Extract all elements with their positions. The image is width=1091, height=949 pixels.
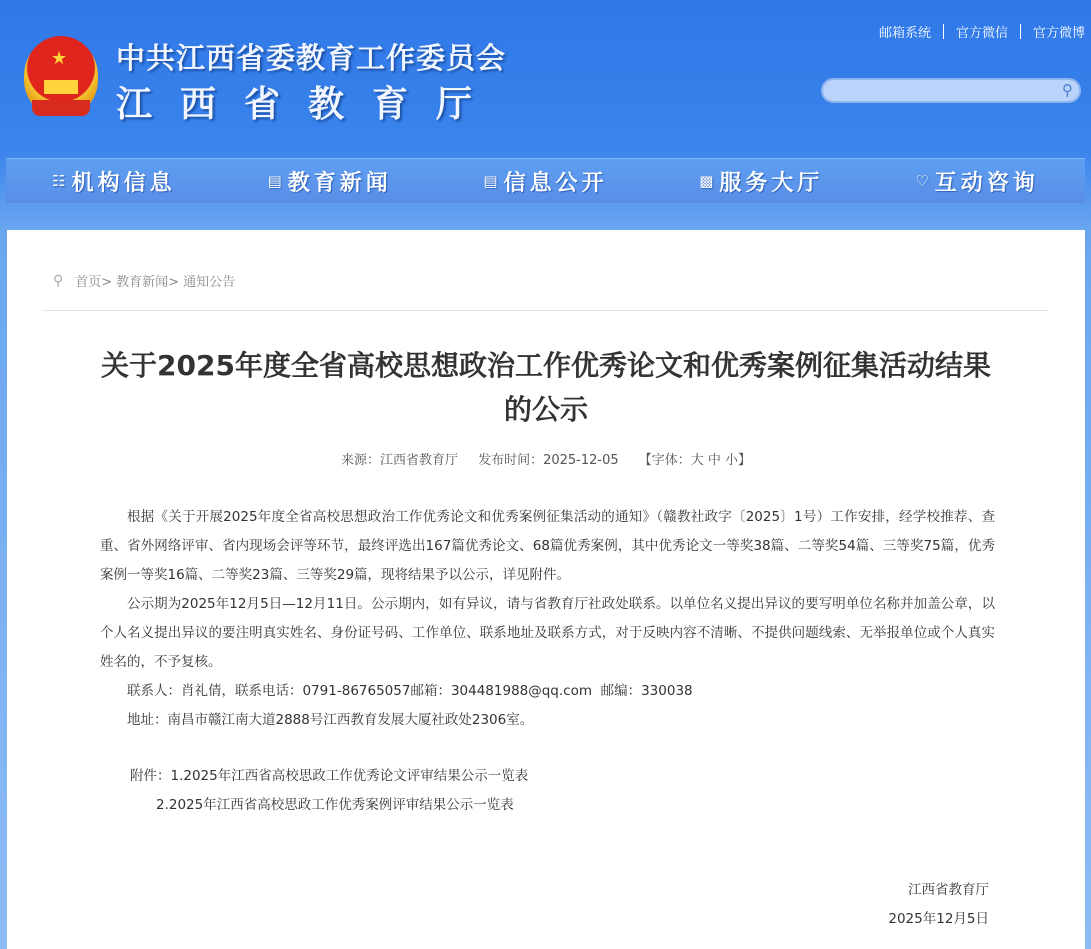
document-icon: ▤ <box>267 172 282 190</box>
signature-date: 2025年12月5日 <box>888 911 989 927</box>
nav-label: 教育新闻 <box>287 170 392 196</box>
official-wechat-link[interactable]: 官方微信 <box>955 26 1008 41</box>
article-source: 来源：江西省教育厅 <box>340 453 458 468</box>
divider <box>1020 24 1021 39</box>
org-name-line2: 江西省教育厅 <box>116 84 501 125</box>
nav-item-education-news[interactable] <box>222 159 438 203</box>
nav-label: 机构信息 <box>71 170 176 196</box>
signature-org: 江西省教育厅 <box>908 882 989 898</box>
breadcrumb-news[interactable]: 教育新闻> <box>116 275 180 290</box>
attachments <box>130 762 528 820</box>
org-name-line1: 中共江西省委教育工作委员会 <box>116 41 507 75</box>
paragraph: 公示期为2025年12月5日—12月11日。公示期内，如有异议，请与省教育厅社政处联系。以单位名义提出异议的要写明单位名称并加盖公章，以个人名义提出异议的要注明真实姓名、身份证号码、工作单位、联系地址及联系方式，对于反映内容不清晰、不提供问题线索、无举报单位或个人真实姓名的，不予复核。 <box>100 596 995 670</box>
nav-item-org-info[interactable] <box>6 159 222 203</box>
official-weibo-link[interactable]: 官方微博 <box>1032 26 1085 41</box>
search-icon[interactable]: ⚲ <box>1062 81 1073 99</box>
attachment-link-1[interactable]: 附件：1.2025年江西省高校思政工作优秀论文评审结果公示一览表 <box>130 768 529 784</box>
divider <box>43 310 1049 311</box>
main-nav <box>6 158 1085 203</box>
article-meta <box>7 449 1085 468</box>
top-links <box>879 22 1085 41</box>
national-emblem-logo: ★ <box>24 36 98 116</box>
mail-system-link[interactable]: 邮箱系统 <box>878 26 931 41</box>
font-size-control[interactable]: 【字体：大 中 小】 <box>638 453 752 468</box>
breadcrumb <box>53 271 235 290</box>
org-chart-icon: ☷ <box>52 172 66 190</box>
paragraph: 根据《关于开展2025年度全省高校思想政治工作优秀论文和优秀案例征集活动的通知》（赣教社政字〔2025〕1号）工作安排，经学校推荐、查重、省外网络评审、省内现场会评等环节，最终评选出167篇优秀论文、68篇优秀案例，其中优秀论文一等奖38篇、二等奖54篇、三等奖75篇，优秀案例一等奖16篇、二等奖23篇、三等奖29篇，现将结果予以公示，详见附件。 <box>100 509 995 583</box>
nav-label: 服务大厅 <box>719 170 824 196</box>
search-input[interactable] <box>821 78 1081 103</box>
divider <box>943 24 944 39</box>
article-body <box>100 503 995 735</box>
chat-icon: ♡ <box>915 172 929 190</box>
nav-item-service-hall[interactable] <box>653 159 869 203</box>
site-header <box>0 0 1091 230</box>
contact-info: 联系人：肖礼倩，联系电话：0791-86765057邮箱：304481988@qq.com 邮编：330038 <box>127 683 693 699</box>
monitor-icon: ▩ <box>699 172 714 190</box>
location-pin-icon: ⚲ <box>53 272 64 289</box>
article-panel <box>7 230 1085 949</box>
attachment-link-2[interactable]: 2.2025年江西省高校思政工作优秀案例评审结果公示一览表 <box>156 797 514 813</box>
file-list-icon: ▤ <box>483 172 498 190</box>
breadcrumb-home[interactable]: 首页> <box>75 275 113 290</box>
publish-time: 发布时间：2025-12-05 <box>478 453 619 468</box>
nav-item-info-disclosure[interactable] <box>438 159 654 203</box>
article-title: 关于2025年度全省高校思想政治工作优秀论文和优秀案例征集活动结果的公示 <box>101 349 991 426</box>
address: 地址：南昌市赣江南大道2888号江西教育发展大厦社政处2306室。 <box>127 712 534 728</box>
nav-item-interactive-consult[interactable] <box>869 159 1085 203</box>
nav-label: 信息公开 <box>503 170 608 196</box>
signature <box>888 876 989 934</box>
nav-label: 互动咨询 <box>934 170 1039 196</box>
breadcrumb-notices[interactable]: 通知公告 <box>183 275 236 290</box>
